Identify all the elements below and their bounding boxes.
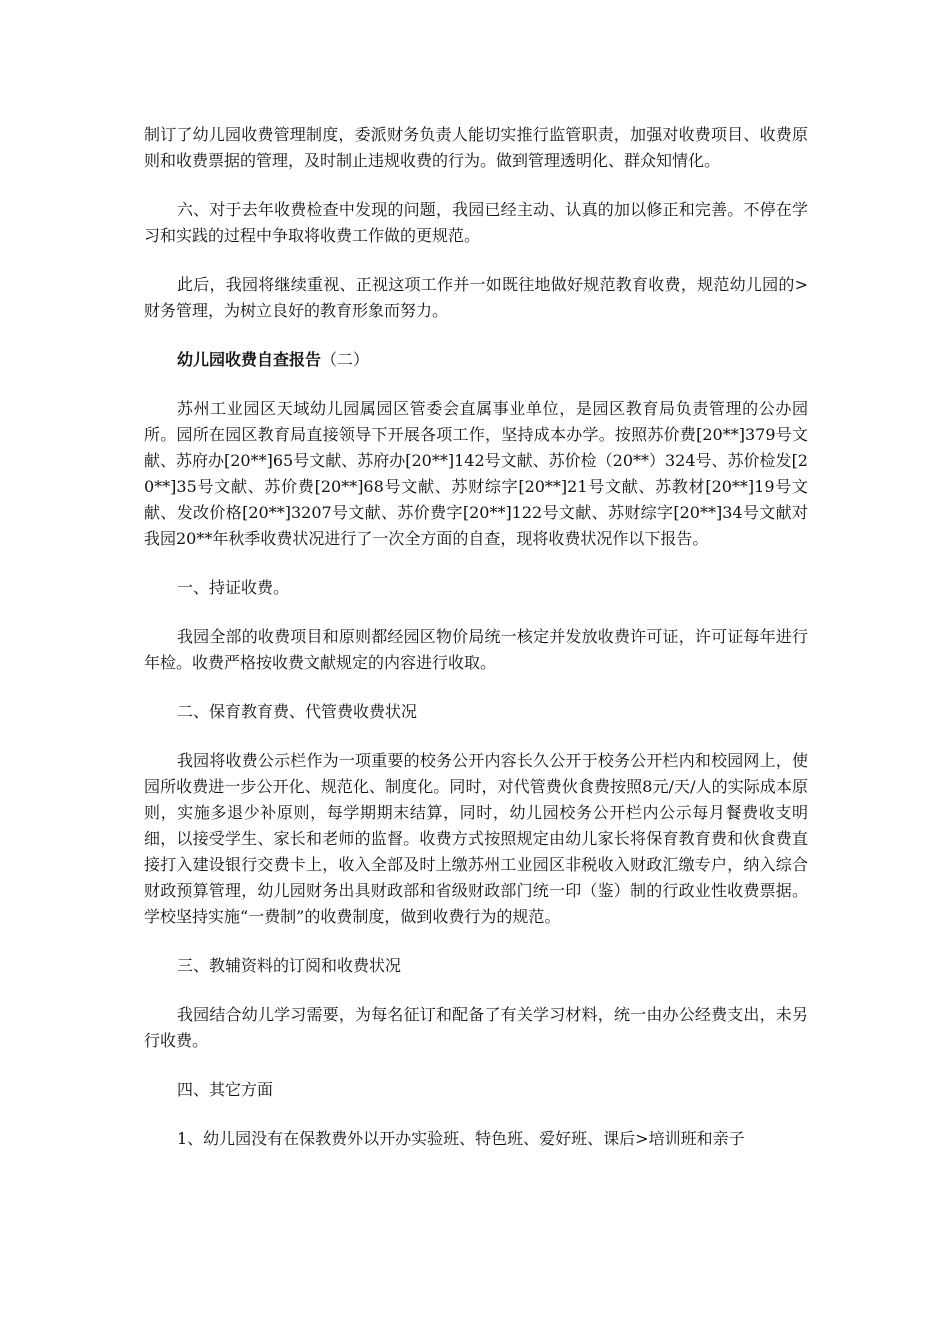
paragraph-conclusion: 此后，我园将继续重视、正视这项工作并一如既往地做好规范教育收费，规范幼儿园的>财务管理，为树立良好的教育形象而努力。	[144, 275, 808, 320]
paragraph-fee-management: 制订了幼儿园收费管理制度，委派财务负责人能切实推行监管职责，加强对收费项目、收费原则和收费票据的管理，及时制止违规收费的行为。做到管理透明化、群众知情化。	[144, 125, 808, 170]
paragraph-education-fees: 我园将收费公示栏作为一项重要的校务公开内容长久公开于校务公开栏内和校园网上，使园所收费进一步公开化、规范化、制度化。同时，对代管费伙食费按照8元/天/人的实际成本原则，实施多退少补原则，每学期期末结算，同时，幼儿园校务公开栏内公示每月餐费收支明细，以接受学生、家长和老师的监督。收费方式按照规定由幼儿家长将保育教育费和伙食费直接打入建设银行交费卡上，收入全部及时上缴苏州工业园区非税收入财政汇缴专户，纳入综合财政预算管理，幼儿园财务出具财政部和省级财政部门统一印（鉴）制的行政业性收费票据。学校坚持实施“一费制”的收费制度，做到收费行为的规范。	[144, 751, 808, 926]
paragraph-materials: 我园结合幼儿学习需要，为每名征订和配备了有关学习材料，统一由办公经费支出，未另行收费。	[144, 1005, 808, 1050]
paragraph-other-item-one: 1、幼儿园没有在保教费外以开办实验班、特色班、爱好班、课后>培训班和亲子	[177, 1129, 745, 1148]
section-heading-suffix: （二）	[321, 350, 370, 369]
paragraph-item-six: 六、对于去年收费检查中发现的问题，我园已经主动、认真的加以修正和完善。不停在学习和实践的过程中争取将收费工作做的更规范。	[144, 200, 808, 245]
subheading-licensed-fees: 一、持证收费。	[177, 578, 290, 597]
section-heading	[144, 347, 808, 373]
subheading-education-fees: 二、保育教育费、代管费收费状况	[177, 702, 418, 721]
section-heading-title: 幼儿园收费自查报告	[177, 350, 322, 369]
subheading-other: 四、其它方面	[177, 1080, 274, 1099]
document-page	[144, 122, 808, 1175]
paragraph-intro: 苏州工业园区天域幼儿园属园区管委会直属事业单位，是园区教育局负责管理的公办园所。园所在园区教育局直接领导下开展各项工作，坚持成本办学。按照苏价费[20**]379号文献、苏府办[20**]65号文献、苏府办[20**]142号文献、苏价检（20**）324号、苏价检发[20**]35号文献、苏价费[20**]68号文献、苏财综字[20**]21号文献、苏教材[20**]19号文献、发改价格[20**]3207号文献、苏价费字[20**]122号文献、苏财综字[20**]34号文献对我园20**年秋季收费状况进行了一次全方面的自查，现将收费状况作以下报告。	[144, 399, 808, 548]
subheading-materials: 三、教辅资料的订阅和收费状况	[177, 956, 402, 975]
paragraph-licensed-fees: 我园全部的收费项目和原则都经园区物价局统一核定并发放收费许可证，许可证每年进行年检。收费严格按收费文献规定的内容进行收取。	[144, 627, 808, 672]
